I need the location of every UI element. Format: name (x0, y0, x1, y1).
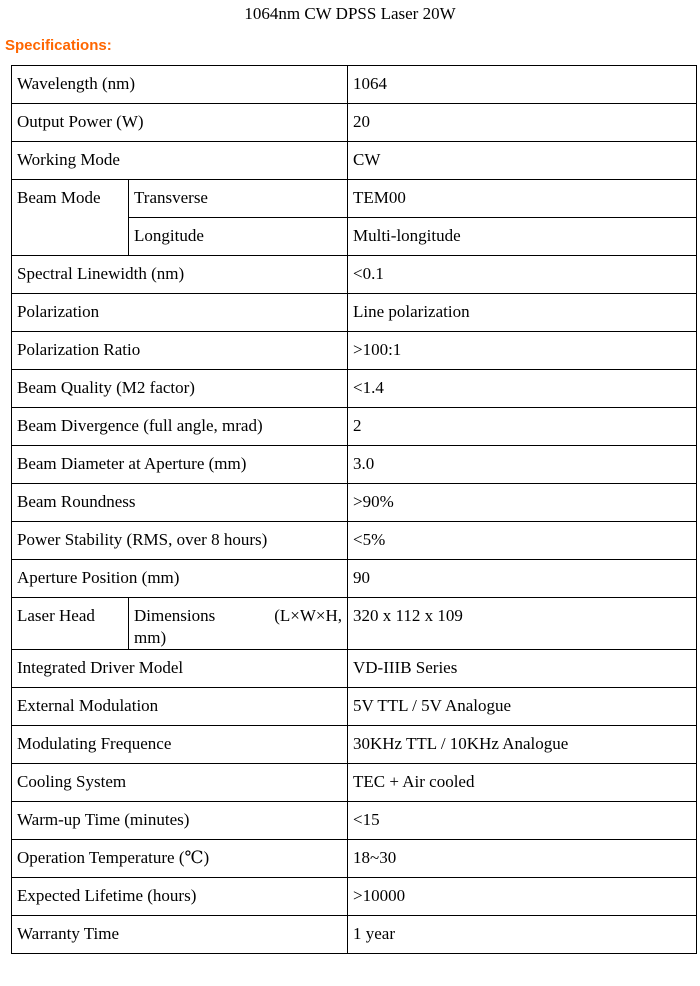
table-row (12, 764, 697, 802)
table-row (12, 840, 697, 878)
table-row (12, 294, 697, 332)
table-row (12, 688, 697, 726)
spec-label: Wavelength (nm) (12, 66, 348, 104)
spec-table (11, 65, 697, 954)
spec-value: 20 (348, 104, 697, 142)
table-row (12, 802, 697, 840)
spec-label: Integrated Driver Model (12, 650, 348, 688)
spec-label: Beam Quality (M2 factor) (12, 370, 348, 408)
spec-value: 3.0 (348, 446, 697, 484)
spec-label: Power Stability (RMS, over 8 hours) (12, 522, 348, 560)
spec-value: <15 (348, 802, 697, 840)
spec-value: 18~30 (348, 840, 697, 878)
spec-label: Warranty Time (12, 916, 348, 954)
spec-value: 2 (348, 408, 697, 446)
spec-label: Polarization (12, 294, 348, 332)
spec-label: Beam Diameter at Aperture (mm) (12, 446, 348, 484)
table-row (12, 598, 697, 650)
sub-label (129, 598, 348, 650)
spec-value: <0.1 (348, 256, 697, 294)
spec-value: >10000 (348, 878, 697, 916)
table-row (12, 446, 697, 484)
table-row (12, 180, 697, 218)
table-row (12, 726, 697, 764)
spec-label: Polarization Ratio (12, 332, 348, 370)
spec-label: Spectral Linewidth (nm) (12, 256, 348, 294)
table-row (12, 332, 697, 370)
table-row (12, 650, 697, 688)
spec-value: 30KHz TTL / 10KHz Analogue (348, 726, 697, 764)
spec-label: Beam Roundness (12, 484, 348, 522)
table-row (12, 484, 697, 522)
dimensions-units: (L×W×H, (274, 606, 342, 625)
spec-value: CW (348, 142, 697, 180)
spec-value: 5V TTL / 5V Analogue (348, 688, 697, 726)
table-row (12, 370, 697, 408)
dimensions-label: Dimensions (134, 606, 216, 625)
table-row (12, 66, 697, 104)
spec-value: >90% (348, 484, 697, 522)
table-row (12, 522, 697, 560)
spec-value: <1.4 (348, 370, 697, 408)
table-row (12, 256, 697, 294)
table-row (12, 408, 697, 446)
spec-value: TEC + Air cooled (348, 764, 697, 802)
spec-value: 1064 (348, 66, 697, 104)
spec-label: Warm-up Time (minutes) (12, 802, 348, 840)
table-row (12, 916, 697, 954)
spec-value: TEM00 (348, 180, 697, 218)
spec-label: Aperture Position (mm) (12, 560, 348, 598)
spec-value: <5% (348, 522, 697, 560)
spec-value: 90 (348, 560, 697, 598)
table-row (12, 104, 697, 142)
spec-value: 320 x 112 x 109 (348, 598, 697, 650)
group-label: Laser Head (12, 598, 129, 650)
spec-value: Multi-longitude (348, 218, 697, 256)
table-row (12, 560, 697, 598)
spec-label: Expected Lifetime (hours) (12, 878, 348, 916)
spec-value: VD-IIIB Series (348, 650, 697, 688)
spec-label: Output Power (W) (12, 104, 348, 142)
group-label: Beam Mode (12, 180, 129, 256)
spec-label: Operation Temperature (℃) (12, 840, 348, 878)
dimensions-units-cont: mm) (134, 628, 167, 647)
table-row (12, 142, 697, 180)
spec-value: 1 year (348, 916, 697, 954)
spec-label: Beam Divergence (full angle, mrad) (12, 408, 348, 446)
spec-label: Cooling System (12, 764, 348, 802)
sub-label: Transverse (129, 180, 348, 218)
spec-value: Line polarization (348, 294, 697, 332)
spec-label: Modulating Frequence (12, 726, 348, 764)
sub-label: Longitude (129, 218, 348, 256)
spec-label: Working Mode (12, 142, 348, 180)
dimensions-label-line (134, 605, 342, 627)
table-row (12, 878, 697, 916)
spec-value: >100:1 (348, 332, 697, 370)
spec-label: External Modulation (12, 688, 348, 726)
page-title: 1064nm CW DPSS Laser 20W (244, 4, 456, 23)
section-heading: Specifications: (5, 37, 112, 54)
